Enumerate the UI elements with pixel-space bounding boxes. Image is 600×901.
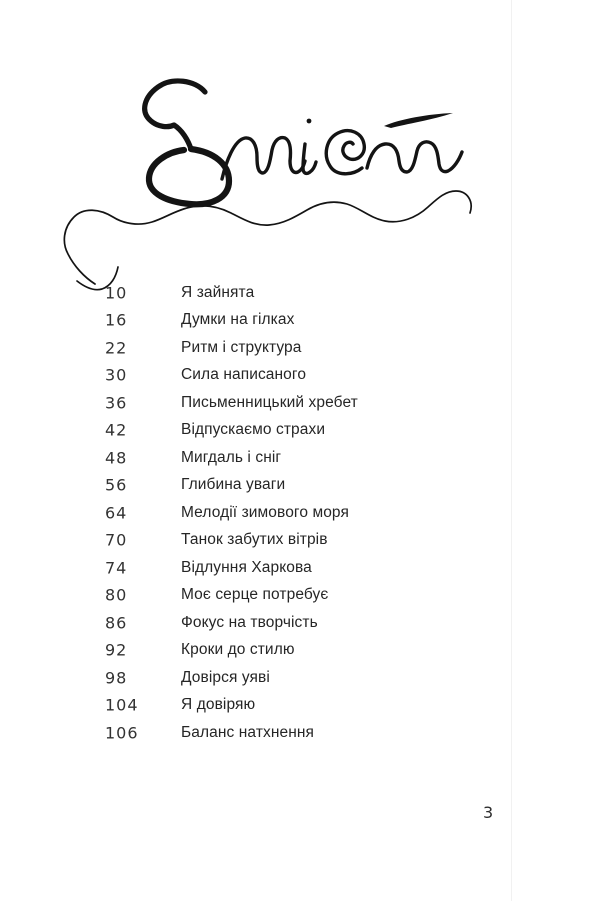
letter-t-overbar [384, 113, 453, 128]
toc-entry-title: Думки на гілках [181, 311, 295, 329]
toc-row [0, 307, 600, 335]
toc-entry-title: Я зайнята [181, 283, 255, 301]
toc-entry-title: Мелодії зимового моря [181, 503, 349, 521]
toc-page-number: 10 [105, 283, 128, 303]
toc-row [0, 389, 600, 417]
squiggle-wave-line [64, 191, 471, 284]
toc-entry-title: Фокус на творчість [181, 613, 318, 631]
toc-entry-title: Сила написаного [181, 366, 307, 384]
toc-page-number: 106 [105, 723, 139, 743]
toc-entry-title: Моє серце потребує [181, 586, 329, 604]
toc-entry-title: Ритм і структура [181, 338, 302, 356]
toc-row [0, 472, 600, 500]
toc-row [0, 637, 600, 665]
letter-t-stroke [367, 142, 462, 172]
toc-row [0, 362, 600, 390]
toc-row [0, 719, 600, 747]
toc-page-number: 56 [105, 475, 128, 495]
toc-page-number: 104 [105, 695, 139, 715]
toc-row [0, 334, 600, 362]
table-of-contents [0, 279, 600, 747]
toc-page-number: 36 [105, 393, 128, 413]
toc-page-number: 70 [105, 530, 128, 550]
toc-page-number: 74 [105, 558, 128, 578]
toc-page-number: 48 [105, 448, 128, 468]
toc-page-number: 92 [105, 640, 128, 660]
toc-row [0, 527, 600, 555]
toc-entry-title: Глибина уваги [181, 476, 286, 494]
folio-page-number: 3 [483, 803, 494, 822]
toc-page-number: 16 [105, 310, 128, 330]
letter-z-bowl-stroke [149, 149, 229, 204]
toc-page-number: 42 [105, 420, 128, 440]
toc-row [0, 692, 600, 720]
toc-page-number: 64 [105, 503, 128, 523]
toc-page-number: 98 [105, 668, 128, 688]
letter-i-stroke [303, 144, 316, 173]
toc-row [0, 279, 600, 307]
toc-row [0, 582, 600, 610]
toc-page-number: 30 [105, 365, 128, 385]
toc-page-number: 86 [105, 613, 128, 633]
toc-row [0, 609, 600, 637]
toc-entry-title: Танок забутих вітрів [181, 531, 328, 549]
toc-entry-title: Кроки до стилю [181, 641, 295, 659]
toc-row [0, 444, 600, 472]
toc-entry-title: Письменницький хребет [181, 393, 358, 411]
toc-row [0, 499, 600, 527]
letter-s-spiral-stroke [326, 131, 364, 174]
toc-entry-title: Відлуння Харкова [181, 558, 312, 576]
toc-page-number: 22 [105, 338, 128, 358]
letter-z-top-stroke [145, 81, 205, 149]
toc-entry-title: Я довіряю [181, 696, 256, 714]
toc-row [0, 554, 600, 582]
toc-entry-title: Відпускаємо страхи [181, 421, 326, 439]
letter-m-stroke [222, 138, 305, 179]
toc-entry-title: Баланс натхнення [181, 723, 315, 741]
page-title [0, 0, 1, 1]
letter-i-dot [307, 119, 312, 124]
toc-entry-title: Довірся уяві [181, 668, 270, 686]
toc-row [0, 417, 600, 445]
toc-entry-title: Мигдаль і сніг [181, 448, 282, 466]
toc-page-number: 80 [105, 585, 128, 605]
toc-row [0, 664, 600, 692]
